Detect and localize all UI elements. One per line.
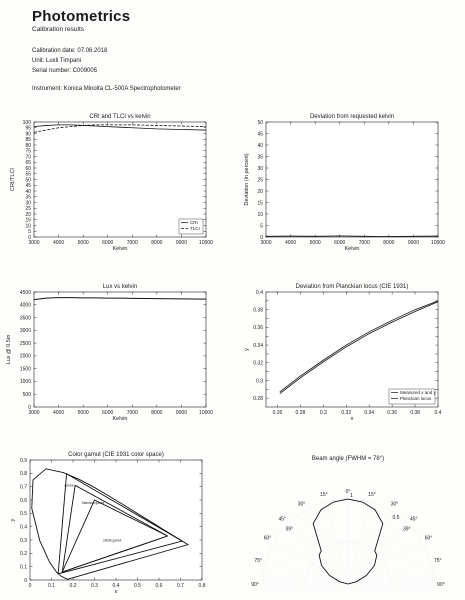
y-tick-label: 30 xyxy=(257,165,263,172)
x-tick-label: 0.36 xyxy=(387,410,398,416)
chart-title: Deviation from requested kelvin xyxy=(309,114,395,120)
legend-label: TLCI xyxy=(190,226,200,231)
y-tick-label: 50 xyxy=(257,119,263,126)
chart-title: Lux vs kelvin xyxy=(102,284,138,290)
legend-label: CRI xyxy=(190,220,198,225)
y-tick-label: 80 xyxy=(25,142,31,149)
y-axis-label: CRI/TLCI xyxy=(10,168,16,191)
y-tick-label: 0.3 xyxy=(20,537,27,544)
y-tick-label: 3000 xyxy=(19,328,31,335)
angle-label: 30° xyxy=(297,501,306,508)
x-tick-label: 0 xyxy=(28,583,32,589)
x-tick-label: 8000 xyxy=(151,410,163,416)
angle-label: 0° xyxy=(345,489,351,496)
y-tick-label: 0 xyxy=(24,577,27,584)
x-tick-label: 6000 xyxy=(334,240,346,246)
y-tick-label: 4000 xyxy=(19,302,31,309)
plot-area xyxy=(34,292,206,407)
y-tick-label: 45 xyxy=(257,131,263,138)
planckian-deviation-chart xyxy=(232,280,465,430)
x-tick-label: 0.3 xyxy=(91,583,98,589)
y-tick-label: 5 xyxy=(28,229,31,236)
x-tick-label: 10000 xyxy=(431,240,445,246)
legend-label: Planckian locus xyxy=(400,396,432,401)
x-tick-label: 7000 xyxy=(126,240,138,246)
x-tick-label: 9000 xyxy=(175,240,187,246)
polar-grid-arc xyxy=(306,542,391,584)
y-tick-label: 45 xyxy=(25,183,31,190)
x-tick-label: 0.8 xyxy=(198,583,206,589)
cri-tlci-chart xyxy=(0,110,232,260)
y-tick-label: 15 xyxy=(257,200,263,207)
y-axis-label: y xyxy=(10,518,16,522)
x-tick-label: 10000 xyxy=(199,240,213,246)
chart-title: Beam angle (FWHM = 78°) xyxy=(311,456,385,462)
y-tick-label: 15 xyxy=(25,217,31,224)
y-tick-label: 0.4 xyxy=(256,289,263,296)
y-tick-label: 30 xyxy=(25,200,31,207)
polar-grid-spoke xyxy=(348,524,408,584)
x-tick-label: 0.28 xyxy=(295,410,306,416)
radial-tick-label: 0.5 xyxy=(392,515,400,522)
y-tick-label: 0.9 xyxy=(20,457,27,464)
y-tick-label: 95 xyxy=(25,125,31,132)
gamut-annotation: sRGB gamut xyxy=(103,538,122,543)
plot-area xyxy=(30,460,202,580)
lux-chart xyxy=(0,280,232,430)
polar-grid-spoke xyxy=(348,510,390,584)
x-tick-label: 5000 xyxy=(77,240,89,246)
y-tick-label: 65 xyxy=(25,160,31,167)
x-tick-label: 0.38 xyxy=(410,410,420,416)
series-line-data xyxy=(266,236,438,237)
radial-tick-label: 1 xyxy=(350,493,353,500)
y-tick-label: 0.7 xyxy=(20,484,27,491)
x-tick-label: 0.26 xyxy=(272,410,283,416)
angle-label: 15° xyxy=(368,492,376,499)
kelvin-deviation-chart xyxy=(232,110,465,260)
x-tick-label: 3000 xyxy=(28,410,40,416)
x-tick-label: 0.32 xyxy=(341,410,352,416)
y-tick-label: 0 xyxy=(28,234,31,241)
report-header xyxy=(32,8,130,33)
y-tick-label: 1500 xyxy=(19,366,31,373)
polar-grid-spoke xyxy=(266,562,348,584)
y-tick-label: 20 xyxy=(257,188,263,195)
y-tick-label: 0.3 xyxy=(256,378,263,385)
x-tick-label: 4000 xyxy=(53,410,65,416)
x-tick-label: 7000 xyxy=(358,240,370,246)
y-tick-label: 60 xyxy=(25,165,31,172)
y-tick-label: 25 xyxy=(257,177,263,184)
x-axis-label: x xyxy=(114,589,118,595)
y-tick-label: 2500 xyxy=(19,340,31,347)
page-subtitle: Calibration results xyxy=(32,26,85,33)
angle-label: 60° xyxy=(424,535,433,542)
y-tick-label: 55 xyxy=(25,171,31,178)
x-tick-label: 3000 xyxy=(28,240,40,246)
y-tick-label: 1000 xyxy=(19,379,31,386)
y-tick-label: 0.36 xyxy=(253,325,263,332)
calibration-date: Calibration date: 07.06.2018 xyxy=(32,48,108,54)
x-tick-label: 3000 xyxy=(260,240,272,246)
y-tick-label: 70 xyxy=(25,154,31,161)
y-tick-label: 85 xyxy=(25,137,31,144)
y-tick-label: 0.34 xyxy=(253,342,263,349)
y-tick-label: 40 xyxy=(25,188,31,195)
angle-label: 75° xyxy=(254,557,262,564)
x-tick-label: 9000 xyxy=(407,240,419,246)
x-tick-label: 0.7 xyxy=(177,583,184,589)
angle-label: 15° xyxy=(320,492,328,499)
y-tick-label: 3500 xyxy=(19,315,31,322)
angle-label: 45° xyxy=(278,516,287,523)
x-axis-label: x xyxy=(350,416,354,422)
x-axis-label: Kelvin xyxy=(112,246,128,252)
y-tick-label: 4500 xyxy=(19,289,31,296)
page-title: Photometrics xyxy=(32,8,131,25)
unit-name: Unit: Luxli Timpani xyxy=(32,58,82,64)
x-axis-label: Kelvin xyxy=(344,246,360,252)
x-tick-label: 4000 xyxy=(285,240,297,246)
y-tick-label: 0.8 xyxy=(20,471,27,478)
y-tick-label: 0.6 xyxy=(20,497,27,504)
x-tick-label: 5000 xyxy=(77,410,89,416)
angle-label: 90° xyxy=(437,582,445,588)
y-tick-label: 5 xyxy=(260,223,263,230)
polar-grid-spoke xyxy=(306,510,348,584)
y-tick-label: 50 xyxy=(25,177,31,184)
angle-label: 60° xyxy=(263,535,272,542)
x-tick-label: 0.5 xyxy=(134,583,141,589)
x-tick-label: 10000 xyxy=(199,410,213,416)
x-tick-label: 0.34 xyxy=(364,410,375,416)
y-tick-label: 35 xyxy=(25,194,31,201)
y-tick-label: 40 xyxy=(257,142,263,149)
y-tick-label: 10 xyxy=(25,223,31,230)
y-tick-label: 10 xyxy=(257,211,263,218)
y-tick-label: 100 xyxy=(22,119,31,126)
angle-label: 90° xyxy=(251,582,259,588)
x-tick-label: 0.4 xyxy=(434,410,442,416)
beam-half-angle-label: 39° xyxy=(402,526,411,533)
y-tick-label: 35 xyxy=(257,154,263,161)
x-tick-label: 5000 xyxy=(309,240,321,246)
y-tick-label: 0.2 xyxy=(20,551,27,558)
y-axis-label: Deviation (in percent) xyxy=(244,153,250,206)
chart-title: CRI and TLCI vs kelvin xyxy=(89,114,151,120)
y-tick-label: 20 xyxy=(25,211,31,218)
y-tick-label: 0.38 xyxy=(253,307,263,314)
x-tick-label: 6000 xyxy=(102,410,114,416)
x-tick-label: 8000 xyxy=(383,240,395,246)
x-tick-label: 7000 xyxy=(126,410,138,416)
angle-label: 30° xyxy=(390,501,399,508)
gamut-annotation: Adobe xyxy=(64,483,74,488)
y-tick-label: 2000 xyxy=(19,353,31,360)
x-tick-label: 9000 xyxy=(175,410,187,416)
color-gamut-chart xyxy=(0,448,232,600)
chart-title: Deviation from Planckian locus (CIE 1931) xyxy=(295,284,409,290)
instrument-info: Instrument: Konica Minolta CL-500A Spectrophotometer xyxy=(32,86,181,92)
x-tick-label: 0.3 xyxy=(319,410,327,416)
y-tick-label: 0.1 xyxy=(20,564,27,571)
y-axis-label: y xyxy=(244,348,250,351)
y-tick-label: 75 xyxy=(25,148,31,155)
y-tick-label: 0.5 xyxy=(20,511,27,518)
calibration-info xyxy=(32,46,107,76)
y-tick-label: 90 xyxy=(25,131,31,138)
chart-title: Color gamut (CIE 1931 color space) xyxy=(68,452,164,458)
x-tick-label: 0.1 xyxy=(48,583,55,589)
y-tick-label: 25 xyxy=(25,206,31,213)
x-tick-label: 0.6 xyxy=(155,583,163,589)
polar-grid-spoke xyxy=(348,562,430,584)
angle-label: 75° xyxy=(434,557,442,564)
y-axis-label: Lux @ 0.5m xyxy=(6,334,12,365)
x-tick-label: 0.2 xyxy=(69,583,77,589)
polar-grid-spoke xyxy=(348,542,422,584)
plot-area xyxy=(266,122,438,237)
y-tick-label: 500 xyxy=(22,392,31,399)
x-tick-label: 6000 xyxy=(102,240,114,246)
legend-label: Measured x and y xyxy=(400,390,436,395)
x-tick-label: 4000 xyxy=(53,240,65,246)
beam-half-angle-label: 39° xyxy=(285,526,294,533)
y-tick-label: 0.32 xyxy=(253,360,263,367)
y-tick-label: 0.28 xyxy=(253,395,263,402)
serial-number: Serial number: C009005 xyxy=(32,68,98,74)
x-axis-label: Kelvin xyxy=(112,416,128,422)
y-tick-label: 0 xyxy=(260,234,263,241)
y-tick-label: 0.4 xyxy=(20,524,27,531)
beam-angle-chart xyxy=(232,448,465,600)
x-tick-label: 0.4 xyxy=(112,583,120,589)
x-tick-label: 8000 xyxy=(151,240,163,246)
y-tick-label: 0 xyxy=(28,404,31,411)
polar-grid-spoke xyxy=(274,542,348,584)
angle-label: 45° xyxy=(409,516,418,523)
gamut-annotation: Standard gamut xyxy=(81,501,105,505)
